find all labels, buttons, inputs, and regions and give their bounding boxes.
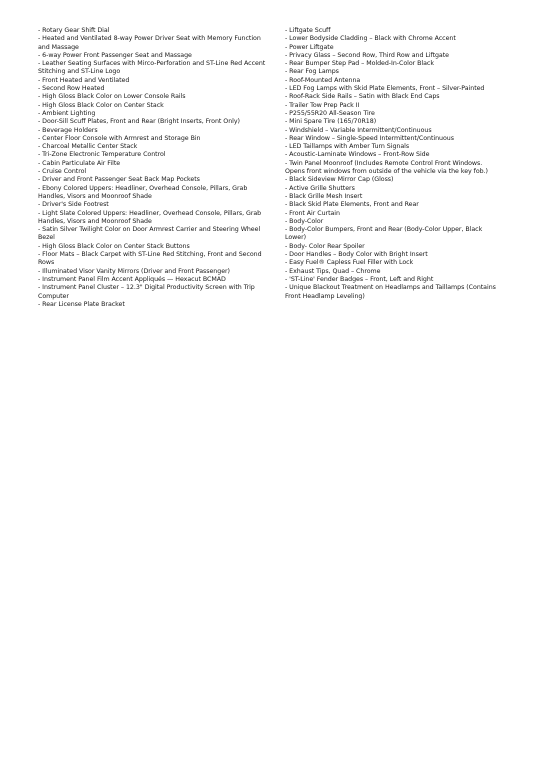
feature-list-item: - Body-Color Bumpers, Front and Rear (Body-Color Upper, Black Lower) <box>285 226 483 242</box>
feature-list-item: - Power Liftgate <box>285 43 334 51</box>
feature-list-item: - Rear Bumper Step Pad – Molded-In-Color Black <box>285 60 434 68</box>
left-feature-list <box>38 27 270 309</box>
feature-list-item: - Cabin Particulate Air Filte <box>38 159 121 167</box>
feature-list-item: - Illuminated Visor Vanity Mirrors (Driver and Front Passenger) <box>38 267 230 275</box>
feature-list-item: - Easy Fuel® Capless Fuel Filler with Lock <box>285 259 414 267</box>
feature-list-item: - Liftgate Scuff <box>285 27 331 34</box>
feature-list-item: - Tri-Zone Electronic Temperature Control <box>38 151 166 159</box>
feature-list-item: - Exhaust Tips, Quad – Chrome <box>285 267 381 275</box>
feature-list-item: - P255/55R20 All-Season Tire <box>285 109 375 117</box>
feature-list-item: - Instrument Panel Film Accent Appliqués — Hexacut BCMAD <box>38 275 226 283</box>
feature-list-item: - Leather Seating Surfaces with Mirco-Perforation and ST-Line Red Accent Stitching and ST-Line Logo <box>38 60 266 76</box>
feature-list-item: - Satin Silver Twilight Color on Door Armrest Carrier and Steering Wheel Bezel <box>38 226 261 242</box>
feature-list-item: - Center Floor Console with Armrest and Storage Bin <box>38 134 201 142</box>
feature-list-item: - 'ST-Line' Fender Badges – Front, Left and Right <box>285 275 434 283</box>
feature-list-item: - Black Sideview Mirror Cap (Gloss) <box>285 176 394 184</box>
right-feature-list <box>285 27 503 301</box>
feature-list-item: - High Gloss Black Color on Center Stack Buttons <box>38 242 190 250</box>
feature-list-item: - Rear Fog Lamps <box>285 68 339 76</box>
feature-list-item: - Door Handles – Body Color with Bright Insert <box>285 251 428 259</box>
feature-list-item: - Trailer Tow Prep Pack II <box>285 101 360 109</box>
feature-list-item: - Privacy Glass – Second Row, Third Row and Liftgate <box>285 51 449 59</box>
feature-list-item: - Black Grille Mesh Insert <box>285 192 363 200</box>
feature-list-item: - Acoustic-Laminate Windows – Front-Row Side <box>285 151 430 159</box>
feature-list-item: - Driver and Front Passenger Seat Back Map Pockets <box>38 176 200 184</box>
feature-list-item: - Body-Color <box>285 217 324 225</box>
feature-list-item: - High Gloss Black Color on Center Stack <box>38 101 164 109</box>
feature-list-item: - Instrument Panel Cluster – 12.3" Digital Productivity Screen with Trip Computer <box>38 284 255 300</box>
feature-list-item: - Rear Window – Single-Speed Intermittent/Continuous <box>285 134 454 142</box>
feature-list-item: - Heated and Ventilated 8-way Power Driver Seat with Memory Function and Massage <box>38 35 261 51</box>
feature-list-item: - Driver's Side Footrest <box>38 201 109 209</box>
feature-list-item: - Light Slate Colored Uppers: Headliner, Overhead Console, Pillars, Grab Handles, Visors and Moonroof Shade <box>38 209 262 225</box>
feature-list-item: - Active Grille Shutters <box>285 184 355 192</box>
feature-list-item: - Ambient Lighting <box>38 109 96 117</box>
feature-list-item: - High Gloss Black Color on Lower Console Rails <box>38 93 186 101</box>
feature-list-item: - Black Skid Plate Elements, Front and Rear <box>285 201 419 209</box>
feature-list-item: - Front Heated and Ventilated <box>38 76 130 84</box>
feature-list-item: - Front Air Curtain <box>285 209 340 217</box>
feature-list-item: - Charcoal Metallic Center Stack <box>38 143 138 151</box>
feature-list-item: - Twin Panel Moonroof (Includes Remote Control Front Windows. Opens front windows from outside of the vehicle via the key fob.) <box>285 159 488 176</box>
feature-list-item: - Door-Sill Scuff Plates, Front and Rear (Bright Inserts, Front Only) <box>38 118 240 126</box>
feature-list-item: - Second Row Heated <box>38 85 105 93</box>
feature-list-item: - 6-way Power Front Passenger Seat and Massage <box>38 51 192 59</box>
feature-list-item: - Cruise Control <box>38 168 87 176</box>
feature-list-item: - Lower Bodyside Cladding – Black with Chrome Accent <box>285 35 456 43</box>
feature-list-item: - Body- Color Rear Spoiler <box>285 242 365 250</box>
feature-list-item: - Ebony Colored Uppers: Headliner, Overhead Console, Pillars, Grab Handles, Visors and Moonroof Shade <box>38 184 248 200</box>
feature-list-item: - LED Taillamps with Amber Turn Signals <box>285 143 410 151</box>
feature-list-item: - Roof-Rack Side Rails – Satin with Black End Caps <box>285 93 440 101</box>
feature-list-item: - Beverage Holders <box>38 126 98 134</box>
feature-list-item: - LED Fog Lamps with Skid Plate Elements, Front – Silver-Painted <box>285 85 485 93</box>
feature-list-item: - Windshield – Variable Intermittent/Continuous <box>285 126 432 134</box>
feature-list-item: - Unique Blackout Treatment on Headlamps and Taillamps (Contains Front Headlamp Leveling) <box>285 284 496 300</box>
feature-list-item: - Roof-Mounted Antenna <box>285 76 361 84</box>
feature-list-item: - Rotary Gear Shift Dial <box>38 27 110 34</box>
feature-list-item: - Rear License Plate Bracket <box>38 300 125 308</box>
feature-list-item: - Mini Spare Tire (165/70R18) <box>285 118 377 126</box>
feature-list-item: - Floor Mats – Black Carpet with ST-Line Red Stitching, Front and Second Rows <box>38 251 262 267</box>
